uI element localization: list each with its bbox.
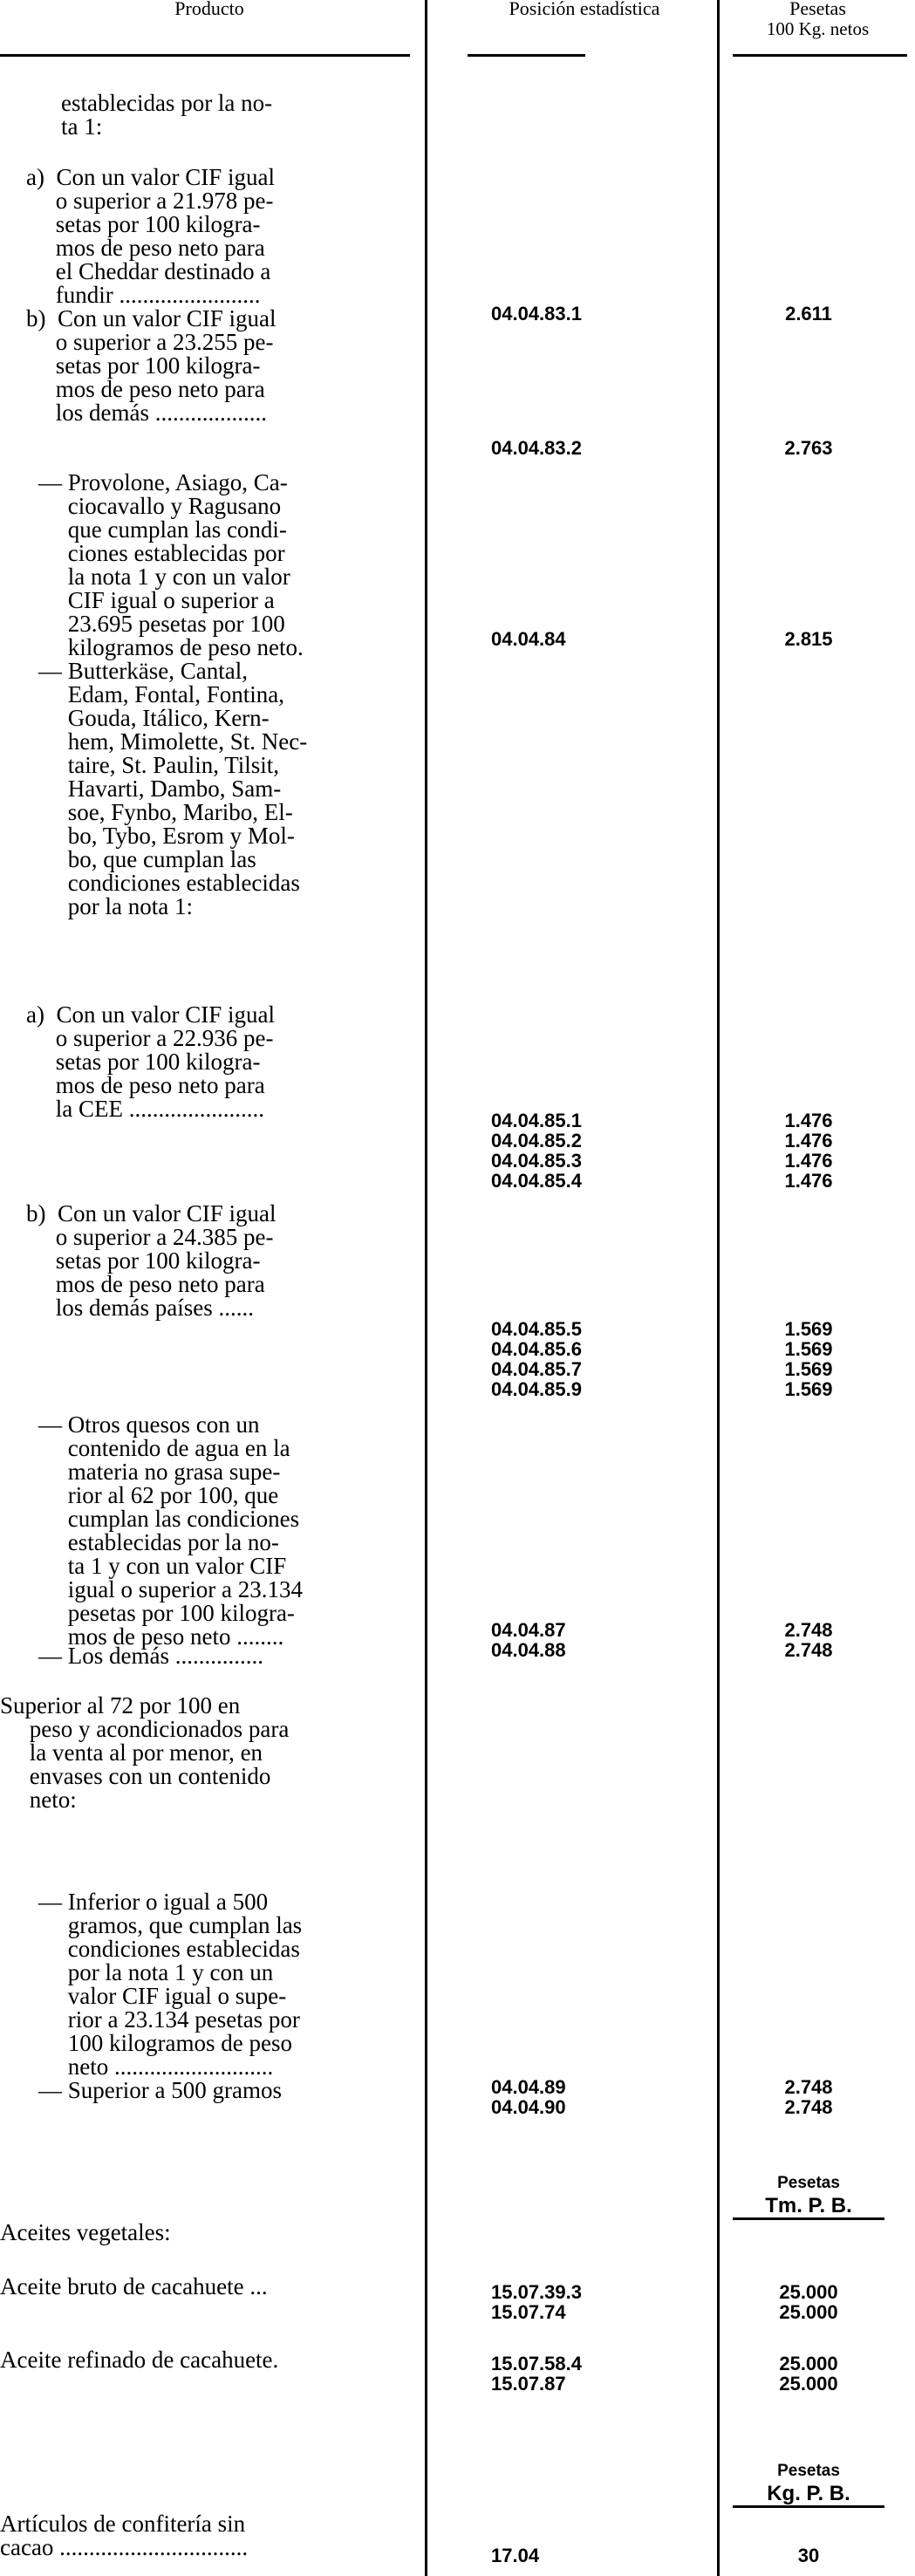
product-description: — Otros quesos con un contenido de agua en la materia no grasa supe- rior al 62 por 100, que cumplan las condiciones establecidas por la no- ta 1 y con un valor CIF igual o superior a 23.134 pesetas por 100 kilogra- mos de peso neto ........	[38, 1411, 303, 1650]
statistical-position-code: 04.04.85.9	[491, 1378, 582, 1400]
duty-value: 1.569	[784, 1338, 833, 1360]
header-pesetas-line2: 100 Kg. netos	[766, 18, 870, 39]
product-description: — Los demás ...............	[38, 1643, 263, 1669]
duty-value: 2.763	[784, 437, 833, 459]
statistical-position-code: 04.04.85.6	[491, 1338, 582, 1360]
product-description: b) Con un valor CIF igual o superior a 24.385 pe- setas por 100 kilogra- mos de peso neto para los demás países ......	[26, 1200, 277, 1321]
product-description: — Inferior o igual a 500 gramos, que cumplan las condiciones establecidas por la nota 1 y con un valor CIF igual o supe- rior a 23.134 pesetas por 100 kilogramos de peso neto ...........................	[38, 1889, 303, 2080]
product-description: establecidas por la no- ta 1:	[61, 90, 273, 140]
duty-value: 2.815	[784, 628, 833, 650]
header-posicion: Posición estadística	[509, 0, 660, 19]
product-description: Artículos de confitería sin cacao ................................	[0, 2511, 249, 2560]
product-description: Aceite bruto de cacahuete ...	[0, 2273, 268, 2299]
statistical-position-code: 04.04.85.7	[491, 1358, 582, 1380]
duty-value: 2.748	[784, 1639, 833, 1661]
statistical-position-code: 04.04.85.3	[491, 1150, 582, 1172]
unit-subheader-line2: Kg. P. B.	[733, 2483, 884, 2508]
statistical-position-code: 04.04.83.1	[491, 303, 582, 325]
duty-value: 1.569	[784, 1318, 833, 1340]
statistical-position-code: 04.04.89	[491, 2076, 566, 2098]
duty-value: 1.476	[784, 1170, 833, 1192]
duty-value: 25.000	[779, 2281, 838, 2303]
statistical-position-code: 15.07.87	[491, 2373, 566, 2395]
duty-value: 1.569	[784, 1378, 833, 1400]
unit-subheader	[726, 2172, 891, 2220]
product-description: — Provolone, Asiago, Ca- ciocavallo y Ragusano que cumplan las condi- ciones establecidas por la nota 1 y con un valor CIF igual o superior a 23.695 pesetas por 100 kilogramos de peso neto.	[38, 469, 304, 660]
duty-value: 25.000	[779, 2353, 838, 2374]
unit-subheader-line1: Pesetas	[777, 2174, 840, 2192]
product-description: Aceite refinado de cacahuete.	[0, 2347, 279, 2373]
duty-value: 1.476	[784, 1130, 833, 1151]
product-description: — Superior a 500 gramos	[38, 2077, 282, 2103]
statistical-position-code: 04.04.88	[491, 1639, 566, 1661]
column-divider-2	[717, 0, 720, 2576]
duty-value: 1.569	[784, 1358, 833, 1380]
duty-value: 25.000	[779, 2373, 838, 2395]
duty-value: 2.748	[784, 1619, 833, 1641]
product-description: Aceites vegetales:	[0, 2219, 171, 2245]
statistical-position-code: 15.07.74	[491, 2301, 566, 2323]
statistical-position-code: 04.04.85.4	[491, 1170, 582, 1192]
product-description: a) Con un valor CIF igual o superior a 22.936 pe- setas por 100 kilogra- mos de peso neto para la CEE .......................	[26, 1001, 275, 1122]
header-producto: Producto	[174, 0, 244, 19]
duty-value: 30	[797, 2545, 820, 2566]
duty-value: 2.748	[784, 2076, 833, 2098]
product-description: Superior al 72 por 100 en peso y acondicionados para la venta al por menor, en envases con un contenido neto:	[0, 1692, 290, 1813]
statistical-position-code: 04.04.85.1	[491, 1110, 582, 1131]
statistical-position-code: 04.04.90	[491, 2096, 566, 2118]
header-pesetas-line1: Pesetas	[789, 0, 846, 19]
header-rule-pesetas	[733, 54, 907, 57]
unit-subheader-line1: Pesetas	[777, 2462, 840, 2480]
unit-subheader	[726, 2460, 891, 2508]
product-description: — Butterkäse, Cantal, Edam, Fontal, Fontina, Gouda, Itálico, Kern- hem, Mimolette, St. Nec- taire, St. Paulin, Tilsit, Havarti, Dambo, Sam- soe, Fynbo, Maribo, El- bo, Tybo, Esrom y Mol- bo, que cumplan las condiciones establecidas por la nota 1:	[38, 658, 308, 919]
duty-value: 1.476	[784, 1110, 833, 1131]
duty-value: 1.476	[784, 1150, 833, 1172]
header-rule-producto	[0, 54, 410, 57]
statistical-position-code: 04.04.85.2	[491, 1130, 582, 1151]
product-description: b) Con un valor CIF igual o superior a 23.255 pe- setas por 100 kilogra- mos de peso neto para los demás ...................	[26, 305, 277, 426]
product-description: a) Con un valor CIF igual o superior a 21.978 pe- setas por 100 kilogra- mos de peso neto para el Cheddar destinado a fundir ........................	[26, 164, 275, 308]
header-pesetas	[724, 0, 912, 38]
statistical-position-code: 04.04.84	[491, 628, 566, 650]
unit-subheader-line2: Tm. P. B.	[733, 2195, 884, 2220]
duty-value: 2.748	[784, 2096, 833, 2118]
header-rule-posicion	[468, 54, 585, 57]
statistical-position-code: 15.07.58.4	[491, 2353, 582, 2374]
duty-value: 2.611	[785, 303, 832, 325]
duty-value: 25.000	[779, 2301, 838, 2323]
statistical-position-code: 15.07.39.3	[491, 2281, 582, 2303]
column-divider-1	[425, 0, 427, 2576]
statistical-position-code: 04.04.85.5	[491, 1318, 582, 1340]
statistical-position-code: 04.04.87	[491, 1619, 566, 1641]
statistical-position-code: 04.04.83.2	[491, 437, 582, 459]
statistical-position-code: 17.04	[491, 2545, 540, 2566]
